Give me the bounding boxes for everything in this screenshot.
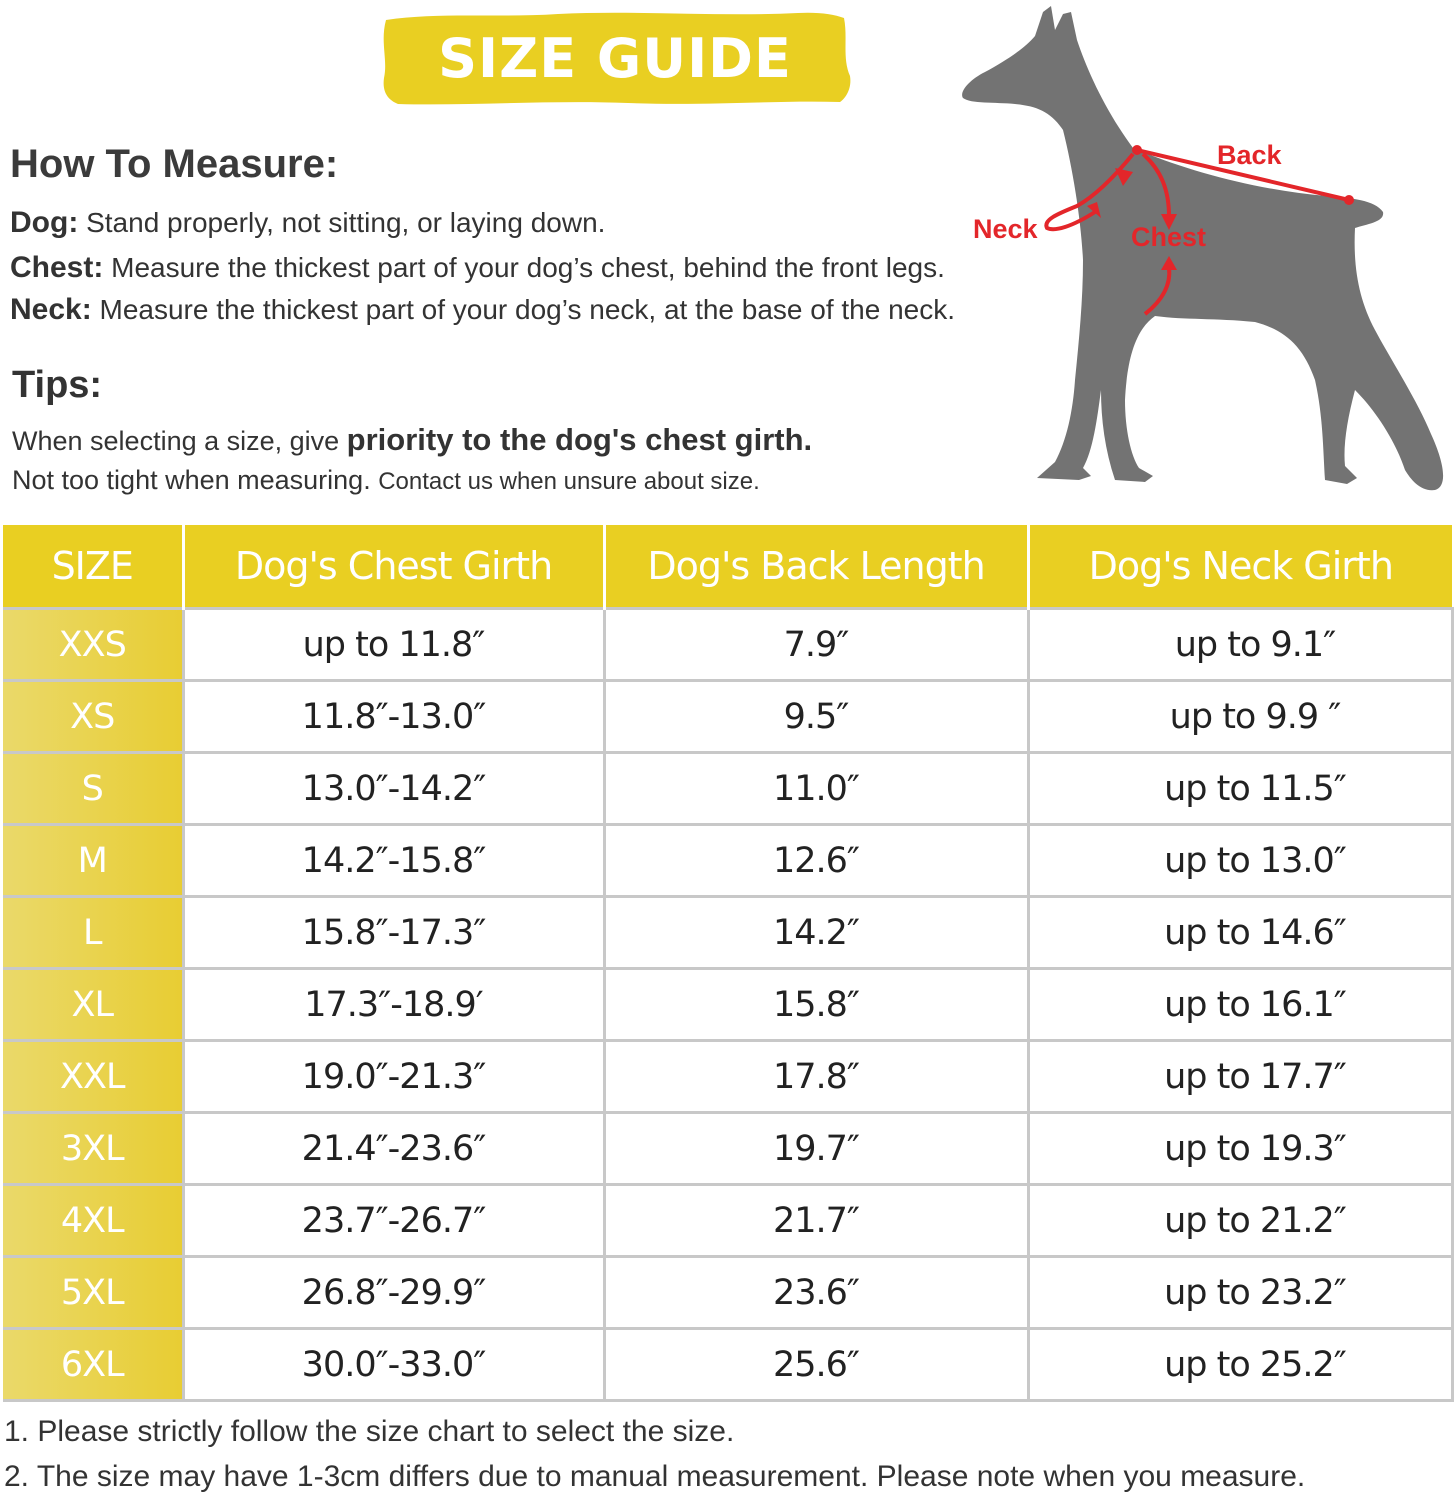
- cell-neck-girth: up to 19.3″: [1028, 1113, 1452, 1185]
- size-guide-banner: [378, 8, 852, 108]
- dog-silhouette-icon: [955, 0, 1455, 510]
- table-header-row: [3, 525, 1452, 609]
- measure-dog-label: Dog:: [10, 206, 79, 239]
- cell-back-length: 11.0″: [604, 753, 1028, 825]
- cell-neck-girth: up to 17.7″: [1028, 1041, 1452, 1113]
- table-row: [3, 681, 1452, 753]
- table-row: [3, 969, 1452, 1041]
- tips-line-2: [12, 465, 760, 496]
- cell-back-length: 14.2″: [604, 897, 1028, 969]
- cell-neck-girth: up to 11.5″: [1028, 753, 1452, 825]
- cell-neck-girth: up to 16.1″: [1028, 969, 1452, 1041]
- cell-size: 5XL: [3, 1257, 183, 1329]
- cell-neck-girth: up to 14.6″: [1028, 897, 1452, 969]
- cell-back-length: 7.9″: [604, 609, 1028, 681]
- header-back-length: Dog's Back Length: [604, 525, 1028, 609]
- cell-back-length: 9.5″: [604, 681, 1028, 753]
- cell-size: 3XL: [3, 1113, 183, 1185]
- cell-chest-girth: 26.8″-29.9″: [183, 1257, 604, 1329]
- how-to-measure-heading: How To Measure:: [10, 142, 339, 186]
- note-2: 2. The size may have 1-3cm differs due to manual measurement. Please note when you measure.: [4, 1460, 1306, 1493]
- banner-title: SIZE GUIDE: [438, 26, 792, 90]
- cell-chest-girth: 17.3″-18.9′: [183, 969, 604, 1041]
- cell-size: XXL: [3, 1041, 183, 1113]
- cell-chest-girth: 14.2″-15.8″: [183, 825, 604, 897]
- dog-measurement-diagram: [955, 0, 1455, 510]
- table-row: [3, 897, 1452, 969]
- measure-dog-text: Stand properly, not sitting, or laying down.: [86, 207, 606, 238]
- cell-size: M: [3, 825, 183, 897]
- table-row: [3, 825, 1452, 897]
- cell-neck-girth: up to 9.9 ″: [1028, 681, 1452, 753]
- cell-neck-girth: up to 9.1″: [1028, 609, 1452, 681]
- cell-neck-girth: up to 23.2″: [1028, 1257, 1452, 1329]
- cell-back-length: 19.7″: [604, 1113, 1028, 1185]
- cell-size: S: [3, 753, 183, 825]
- table-row: [3, 609, 1452, 681]
- cell-chest-girth: 11.8″-13.0″: [183, 681, 604, 753]
- chest-label: Chest: [1131, 222, 1207, 252]
- cell-size: 4XL: [3, 1185, 183, 1257]
- table-row: [3, 1041, 1452, 1113]
- cell-back-length: 15.8″: [604, 969, 1028, 1041]
- cell-neck-girth: up to 13.0″: [1028, 825, 1452, 897]
- cell-neck-girth: up to 21.2″: [1028, 1185, 1452, 1257]
- cell-size: L: [3, 897, 183, 969]
- tips-line-1-bold: priority to the dog's chest girth.: [346, 422, 813, 457]
- cell-size: XS: [3, 681, 183, 753]
- tips-line-1: [12, 422, 812, 458]
- measure-neck-label: Neck:: [10, 293, 92, 326]
- cell-chest-girth: 30.0″-33.0″: [183, 1329, 604, 1401]
- table-row: [3, 1329, 1452, 1401]
- cell-size: XXS: [3, 609, 183, 681]
- cell-chest-girth: 15.8″-17.3″: [183, 897, 604, 969]
- table-row: [3, 1185, 1452, 1257]
- cell-neck-girth: up to 25.2″: [1028, 1329, 1452, 1401]
- table-body: [3, 609, 1452, 1401]
- header-chest-girth: Dog's Chest Girth: [183, 525, 604, 609]
- cell-back-length: 12.6″: [604, 825, 1028, 897]
- table-row: [3, 1257, 1452, 1329]
- neck-label: Neck: [973, 214, 1038, 244]
- measure-chest-text: Measure the thickest part of your dog’s chest, behind the front legs.: [111, 252, 945, 283]
- cell-back-length: 21.7″: [604, 1185, 1028, 1257]
- measure-neck-line: [10, 293, 955, 327]
- measure-dog-line: [10, 206, 605, 240]
- cell-chest-girth: 23.7″-26.7″: [183, 1185, 604, 1257]
- cell-back-length: 23.6″: [604, 1257, 1028, 1329]
- measure-chest-label: Chest:: [10, 251, 104, 284]
- header-neck-girth: Dog's Neck Girth: [1028, 525, 1452, 609]
- cell-chest-girth: up to 11.8″: [183, 609, 604, 681]
- tips-line-2-prefix: Not too tight when measuring.: [12, 465, 371, 495]
- cell-size: XL: [3, 969, 183, 1041]
- size-chart-table: [3, 525, 1454, 1402]
- tips-heading: Tips:: [12, 364, 103, 406]
- cell-chest-girth: 21.4″-23.6″: [183, 1113, 604, 1185]
- tips-line-1-prefix: When selecting a size, give: [12, 426, 347, 456]
- cell-chest-girth: 19.0″-21.3″: [183, 1041, 604, 1113]
- back-label: Back: [1217, 140, 1282, 170]
- table-row: [3, 1113, 1452, 1185]
- tips-line-2-small: Contact us when unsure about size.: [378, 468, 760, 495]
- note-1: 1. Please strictly follow the size chart to select the size.: [4, 1415, 735, 1448]
- cell-back-length: 25.6″: [604, 1329, 1028, 1401]
- measure-neck-text: Measure the thickest part of your dog’s neck, at the base of the neck.: [99, 294, 956, 325]
- table-row: [3, 753, 1452, 825]
- header-size: SIZE: [3, 525, 183, 609]
- cell-size: 6XL: [3, 1329, 183, 1401]
- cell-back-length: 17.8″: [604, 1041, 1028, 1113]
- measure-chest-line: [10, 251, 945, 285]
- cell-chest-girth: 13.0″-14.2″: [183, 753, 604, 825]
